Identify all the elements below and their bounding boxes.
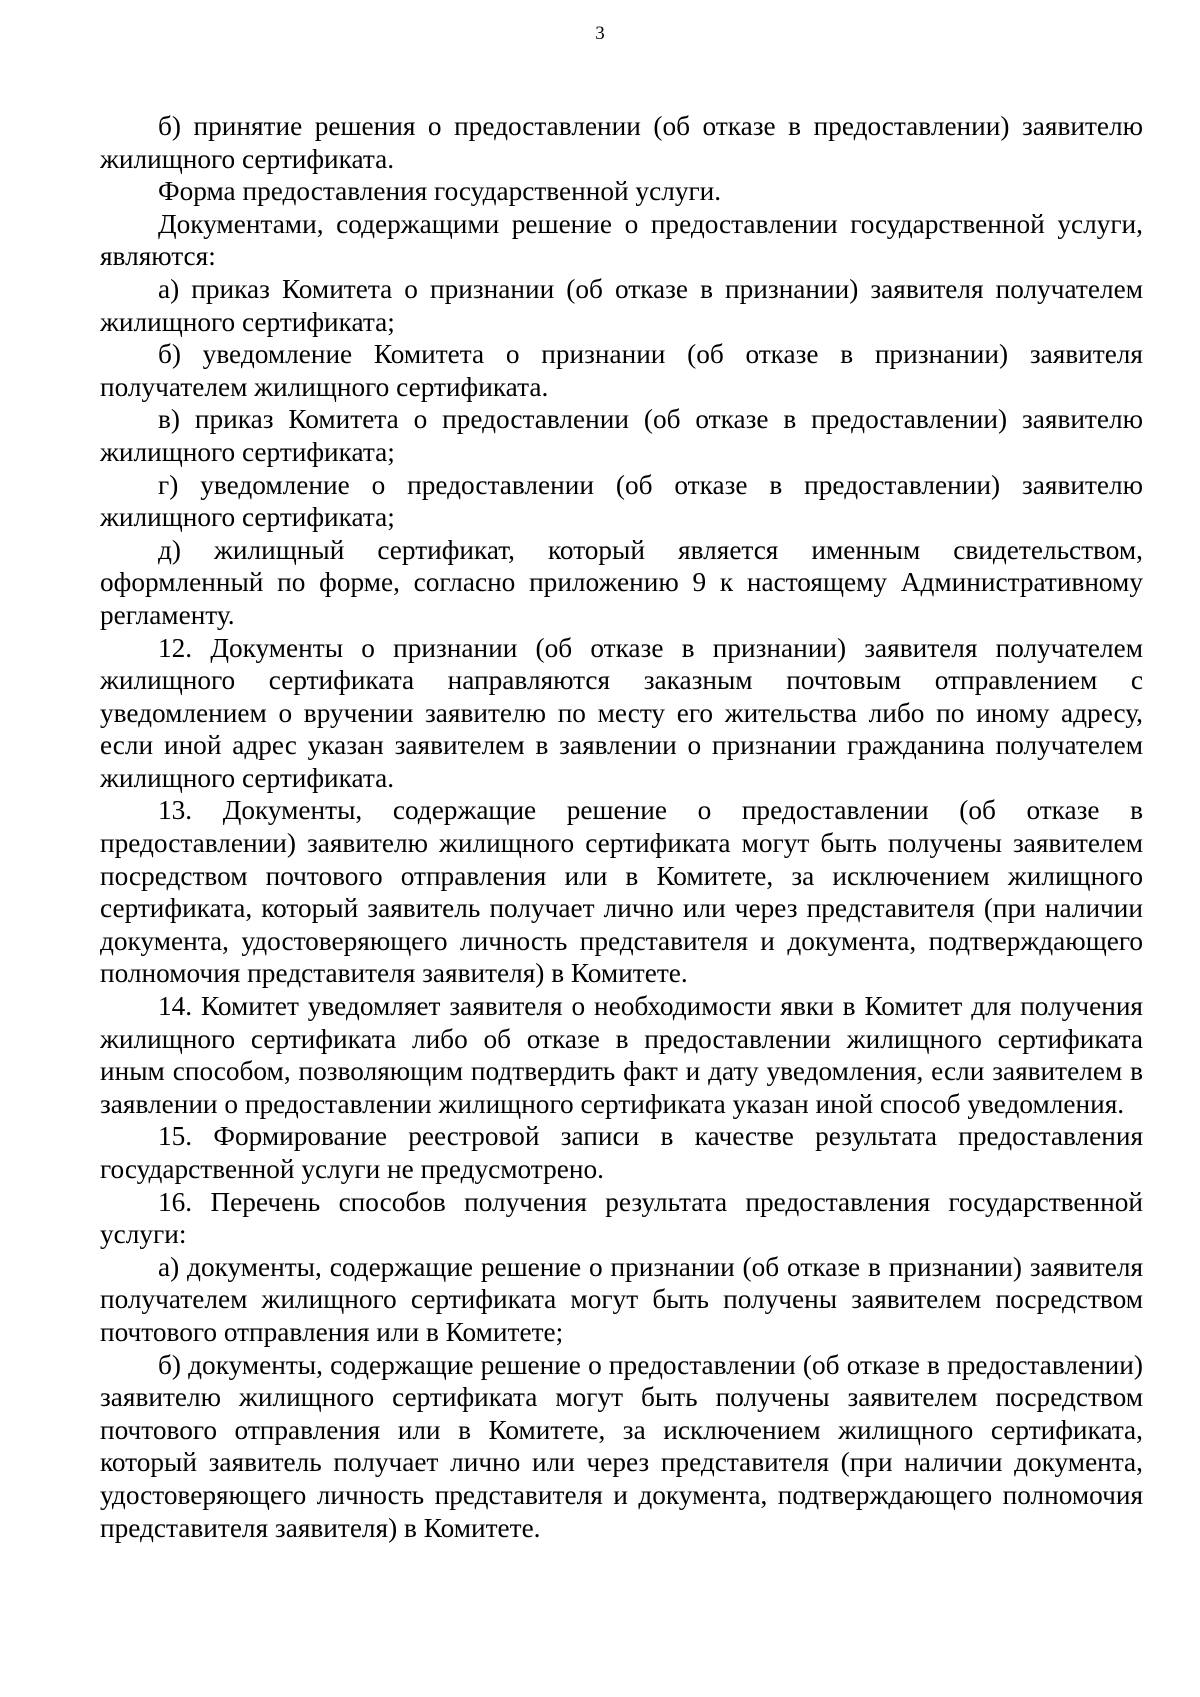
paragraph-16: 16. Перечень способов получения результата предоставления государственной услуги: bbox=[100, 1186, 1143, 1250]
paragraph-16-b: б) документы, содержащие решение о предоставлении (об отказе в предоставлении) заявителю жилищного сертификата могут быть получены заявителем посредством почтового отправления или в Комитете, за исключением жилищного сертификата, который заявитель получает лично или через представителя (при наличии документа, удостоверяющего личность представителя и документа, подтверждающего полномочия представителя заявителя) в Комитете. bbox=[100, 1349, 1143, 1543]
paragraph-g-notice-provision: г) уведомление о предоставлении (об отказе в предоставлении) заявителю жилищного сертификата; bbox=[100, 469, 1143, 533]
document-body bbox=[100, 110, 1143, 1544]
paragraph-12: 12. Документы о признании (об отказе в признании) заявителя получателем жилищного сертификата направляются заказным почтовым отправлением с уведомлением о вручении заявителю по месту его жительства либо по иному адресу, если иной адрес указан заявителем в заявлении о признании гражданина получателем жилищного сертификата. bbox=[100, 632, 1143, 793]
paragraph-d-certificate: д) жилищный сертификат, который является именным свидетельством, оформленный по форме, согласно приложению 9 к настоящему Административному регламенту. bbox=[100, 534, 1143, 630]
paragraph-14: 14. Комитет уведомляет заявителя о необходимости явки в Комитет для получения жилищного сертификата либо об отказе в предоставлении жилищного сертификата иным способом, позволяющим подтвердить факт и дату уведомления, если заявителем в заявлении о предоставлении жилищного сертификата указан иной способ уведомления. bbox=[100, 991, 1143, 1119]
paragraph-v-order-provision: в) приказ Комитета о предоставлении (об отказе в предоставлении) заявителю жилищного сертификата; bbox=[100, 404, 1143, 467]
paragraph-15: 15. Формирование реестровой записи в качестве результата предоставления государственной услуги не предусмотрено. bbox=[100, 1121, 1143, 1184]
paragraph-service-form: Форма предоставления государственной услуги. bbox=[158, 176, 722, 207]
paragraph-b-decision: б) принятие решения о предоставлении (об отказе в предоставлении) заявителю жилищного сертификата. bbox=[100, 111, 1143, 174]
paragraph-13: 13. Документы, содержащие решение о предоставлении (об отказе в предоставлении) заявителю жилищного сертификата могут быть получены заявителем посредством почтового отправления или в Комитете, за исключением жилищного сертификата, который заявитель получает лично или через представителя (при наличии документа, удостоверяющего личность представителя и документа, подтверждающего полномочия представителя заявителя) в Комитете. bbox=[100, 795, 1143, 989]
paragraph-a-order-recognition: а) приказ Комитета о признании (об отказе в признании) заявителя получателем жилищного сертификата; bbox=[100, 273, 1143, 337]
page-number: 3 bbox=[595, 23, 605, 44]
paragraph-documents-intro: Документами, содержащими решение о предоставлении государственной услуги, являются: bbox=[100, 208, 1143, 272]
paragraph-b-notice-recognition: б) уведомление Комитета о признании (об отказе в признании) заявителя получателем жилищного сертификата. bbox=[100, 339, 1143, 402]
paragraph-16-a: а) документы, содержащие решение о признании (об отказе в признании) заявителя получателем жилищного сертификата могут быть получены заявителем посредством почтового отправления или в Комитете; bbox=[100, 1251, 1143, 1347]
